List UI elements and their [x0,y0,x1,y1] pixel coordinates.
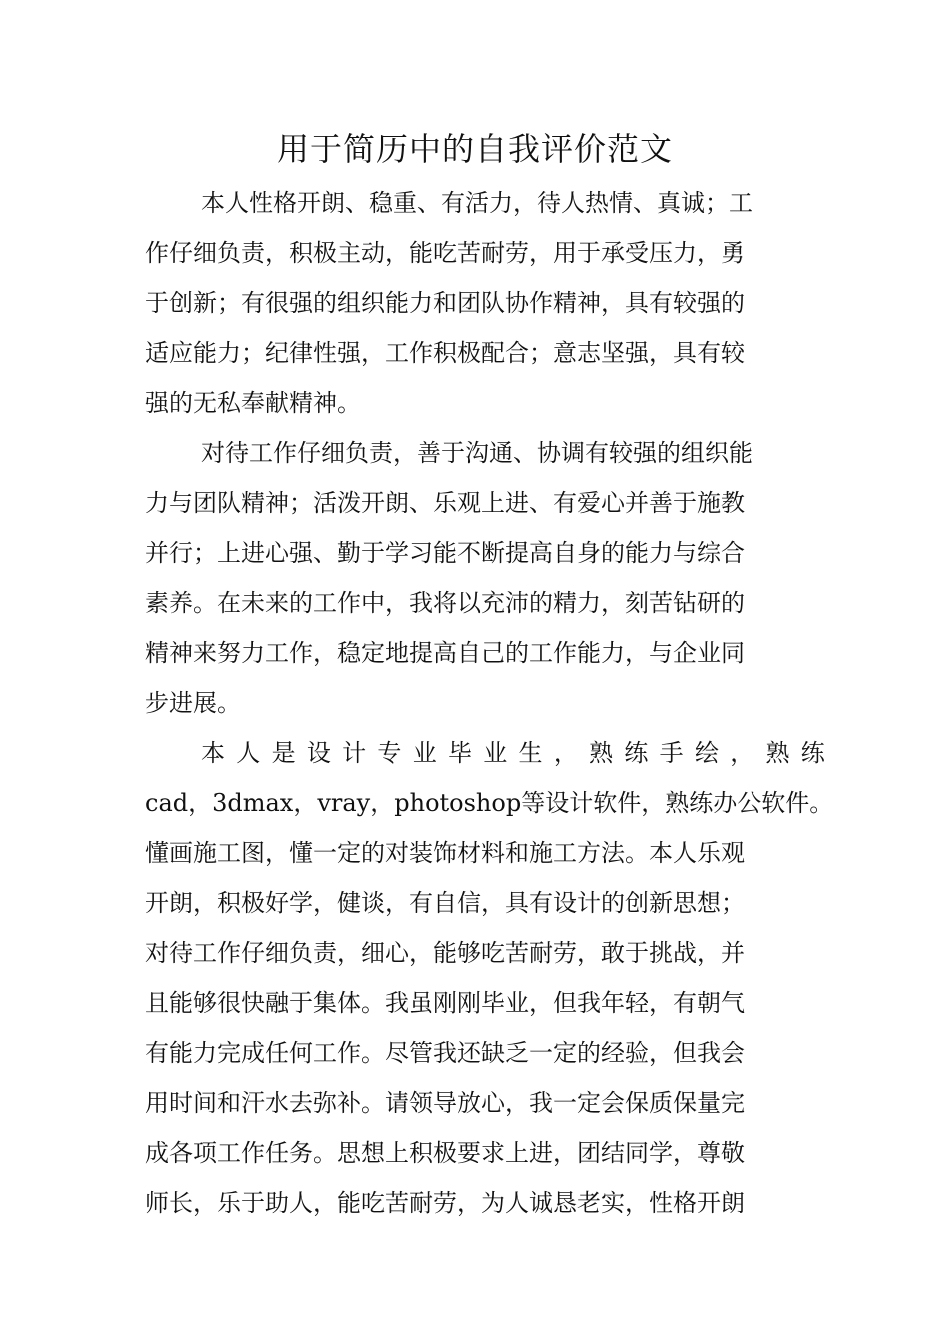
justified-char: 毕 [447,739,472,767]
justified-char: 手 [659,739,684,767]
text-line: 作仔细负责，积极主动，能吃苦耐劳，用于承受压力，勇 [145,239,745,267]
text-line: 且能够很快融于集体。我虽刚刚毕业，但我年轻，有朝气 [145,989,745,1017]
text-line: 强的无私奉献精神。 [145,389,361,417]
text-line: 适应能力；纪律性强，工作积极配合；意志坚强，具有较 [145,339,745,367]
text-line: 有能力完成任何工作。尽管我还缺乏一定的经验，但我会 [145,1039,745,1067]
justified-char: 业 [412,739,437,767]
text-line: 精神来努力工作，稳定地提高自己的工作能力，与企业同 [145,639,745,667]
paragraph-1 [145,178,825,428]
text-line: 本人性格开朗、稳重、有活力，待人热情、真诚；工 [201,189,753,217]
document-body [145,178,834,1228]
text-line: 对待工作仔细负责，善于沟通、协调有较强的组织能 [201,439,753,467]
justified-char: ， [730,739,755,767]
justified-char: 绘 [694,739,719,767]
justified-char: 专 [377,739,402,767]
text-line: cad，3dmax，vray，photoshop等设计软件，熟练办公软件。 [145,789,834,817]
text-line: 步进展。 [145,689,241,717]
text-line: 于创新；有很强的组织能力和团队协作精神，具有较强的 [145,289,745,317]
text-line: 素养。在未来的工作中，我将以充沛的精力，刻苦钻研的 [145,589,745,617]
justified-char: 练 [800,739,825,767]
text-line: 用时间和汗水去弥补。请领导放心，我一定会保质保量完 [145,1089,745,1117]
text-line: 成各项工作任务。思想上积极要求上进，团结同学，尊敬 [145,1139,745,1167]
text-line: 懂画施工图，懂一定的对装饰材料和施工方法。本人乐观 [145,839,745,867]
text-line: 师长，乐于助人，能吃苦耐劳，为人诚恳老实，性格开朗 [145,1189,745,1217]
justified-char: ， [553,739,578,767]
paragraph-2 [145,428,825,728]
text-line: 力与团队精神；活泼开朗、乐观上进、有爱心并善于施教 [145,489,745,517]
text-line: 并行；上进心强、勤于学习能不断提高自身的能力与综合 [145,539,745,567]
justified-char: 是 [271,739,296,767]
justified-char: 业 [483,739,508,767]
justified-char: 熟 [765,739,790,767]
justified-char: 练 [624,739,649,767]
justified-char: 人 [236,739,261,767]
justified-char: 熟 [589,739,614,767]
paragraph-3 [145,728,834,1228]
text-line: 开朗，积极好学，健谈，有自信，具有设计的创新思想； [145,889,745,917]
justified-char: 本 [201,739,225,767]
justified-char: 设 [306,739,331,767]
text-line: 对待工作仔细负责，细心，能够吃苦耐劳，敢于挑战，并 [145,939,745,967]
text-line-justified [145,728,825,778]
justified-char: 生 [518,739,543,767]
justified-char: 计 [342,739,367,767]
document-title: 用于简历中的自我评价范文 [276,130,673,168]
